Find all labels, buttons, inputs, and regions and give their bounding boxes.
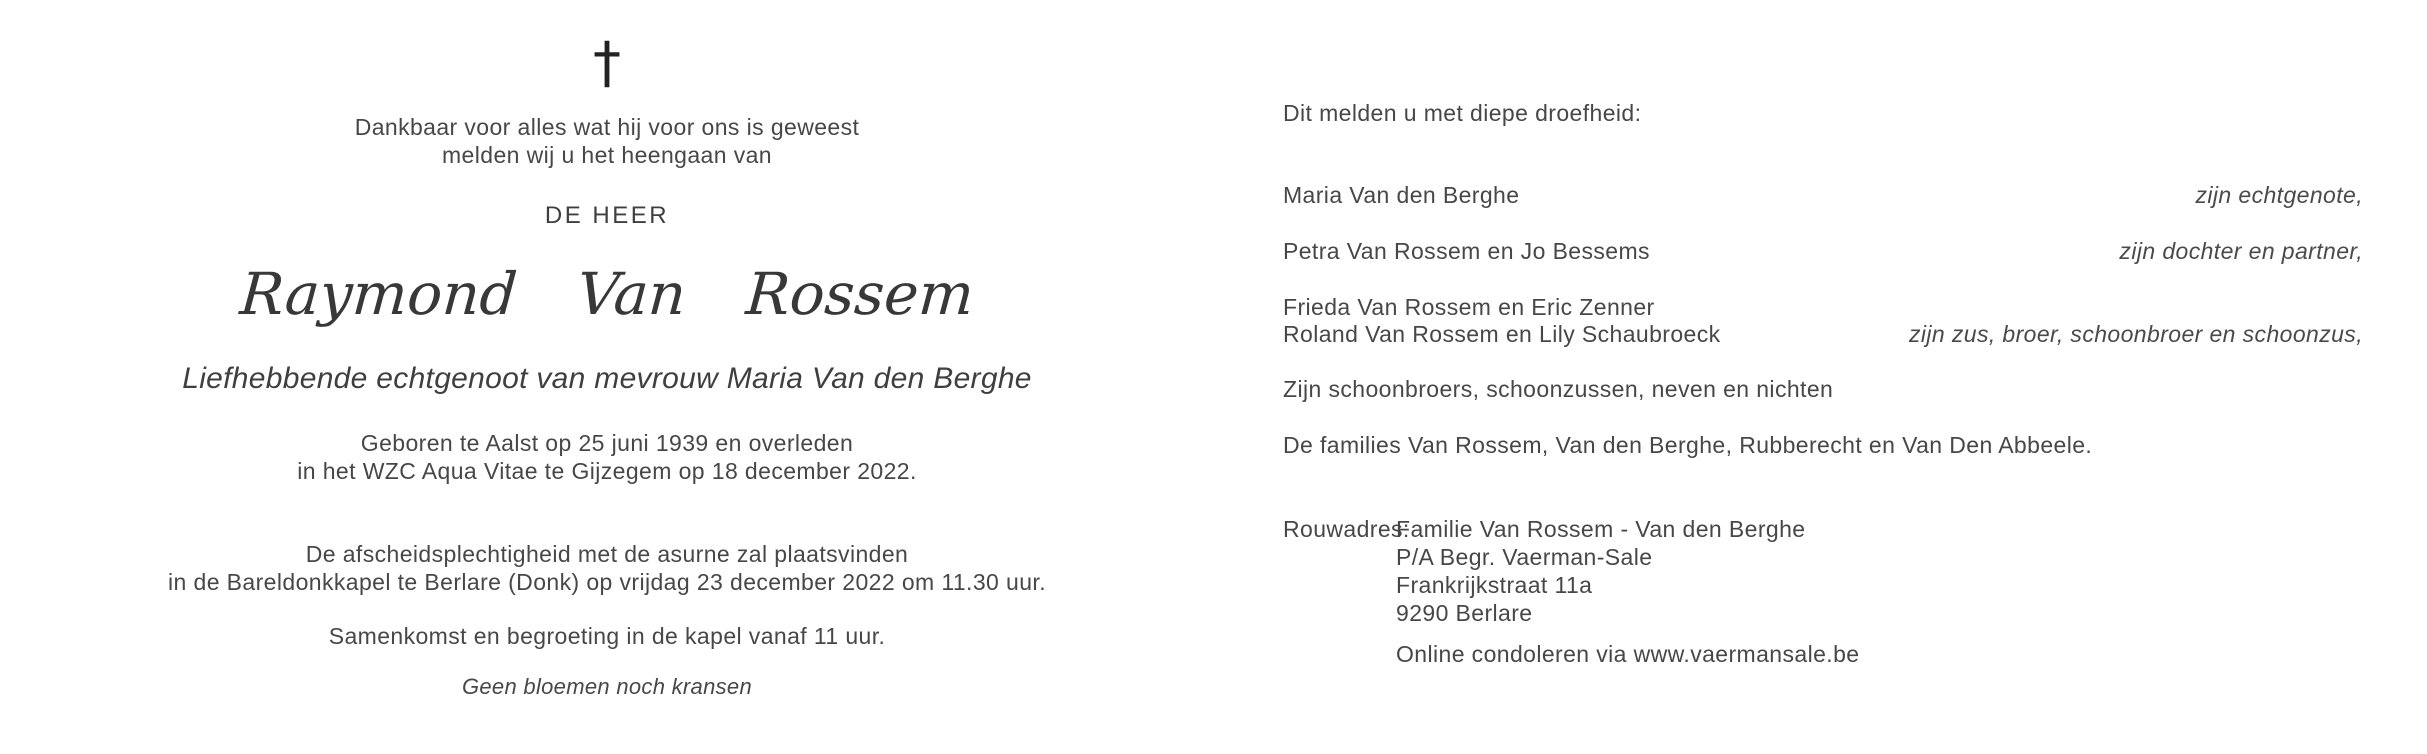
- mourner-name: Zijn schoonbroers, schoonzussen, neven en nichten: [1283, 376, 1834, 402]
- mourner-name: De families Van Rossem, Van den Berghe, Rubberecht en Van Den Abbeele.: [1283, 432, 2093, 458]
- mourning-address-label: Rouwadres:: [1283, 516, 1410, 542]
- flowers-note: Geen bloemen noch kransen: [461, 674, 753, 699]
- mourner-row: [1283, 432, 2363, 459]
- mourning-address-line: Frankrijkstraat 11a: [1396, 572, 1593, 598]
- cross-row: [0, 31, 1214, 96]
- intro-line-2: melden wij u het heengaan van: [442, 142, 772, 168]
- birth-line-2: in het WZC Aqua Vitae te Gijzegem op 18 december 2022.: [297, 458, 917, 484]
- deceased-name: Raymond Van Rossem: [237, 260, 977, 328]
- mourner-name: Petra Van Rossem en Jo Bessems: [1283, 238, 1650, 264]
- mourning-address: [1283, 515, 2363, 627]
- mourner-row: [1283, 376, 2363, 403]
- mourning-address-line: 9290 Berlare: [1396, 600, 1533, 626]
- announcement-panel: [1283, 0, 2363, 754]
- ceremony-line-2: in de Bareldonkkapel te Berlare (Donk) op vrijdag 23 december 2022 om 11.30 uur.: [168, 569, 1046, 595]
- intro-text: [0, 113, 1214, 169]
- mourning-address-line: Familie Van Rossem - Van den Berghe: [1396, 516, 1806, 542]
- honorific-title: DE HEER: [544, 202, 670, 229]
- online-condolence-text: Online condoleren via www.vaermansale.be: [1396, 641, 1860, 667]
- mourner-row: [1283, 238, 2363, 265]
- birth-line-1: Geboren te Aalst op 25 juni 1939 en overleden: [360, 430, 854, 456]
- mourning-address-line: P/A Begr. Vaerman-Sale: [1396, 544, 1653, 570]
- spouse-subtitle: Liefhebbende echtgenoot van mevrouw Maria Van den Berghe: [182, 362, 1032, 395]
- mourner-relation: zijn dochter en partner,: [2119, 238, 2363, 264]
- ceremony-line-1: De afscheidsplechtigheid met de asurne zal plaatsvinden: [305, 541, 909, 567]
- gathering-text: Samenkomst en begroeting in de kapel vanaf 11 uur.: [328, 623, 886, 649]
- mourner-name: Maria Van den Berghe: [1283, 182, 1520, 208]
- ceremony-text: [0, 540, 1214, 596]
- mourner-name: Roland Van Rossem en Lily Schaubroeck: [1283, 321, 1721, 347]
- mourner-row: [1283, 182, 2363, 209]
- mourner-row: [1283, 294, 2363, 348]
- mourner-relation: zijn echtgenote,: [2195, 182, 2363, 208]
- birth-death-text: [0, 429, 1214, 485]
- announcement-heading: Dit melden u met diepe droefheid:: [1283, 100, 1642, 126]
- memorial-cross-icon: †: [593, 31, 621, 96]
- mourner-relation: zijn zus, broer, schoonbroer en schoonzus,: [1908, 321, 2363, 347]
- mourner-name: Frieda Van Rossem en Eric Zenner: [1283, 294, 1655, 320]
- intro-line-1: Dankbaar voor alles wat hij voor ons is geweest: [354, 114, 860, 140]
